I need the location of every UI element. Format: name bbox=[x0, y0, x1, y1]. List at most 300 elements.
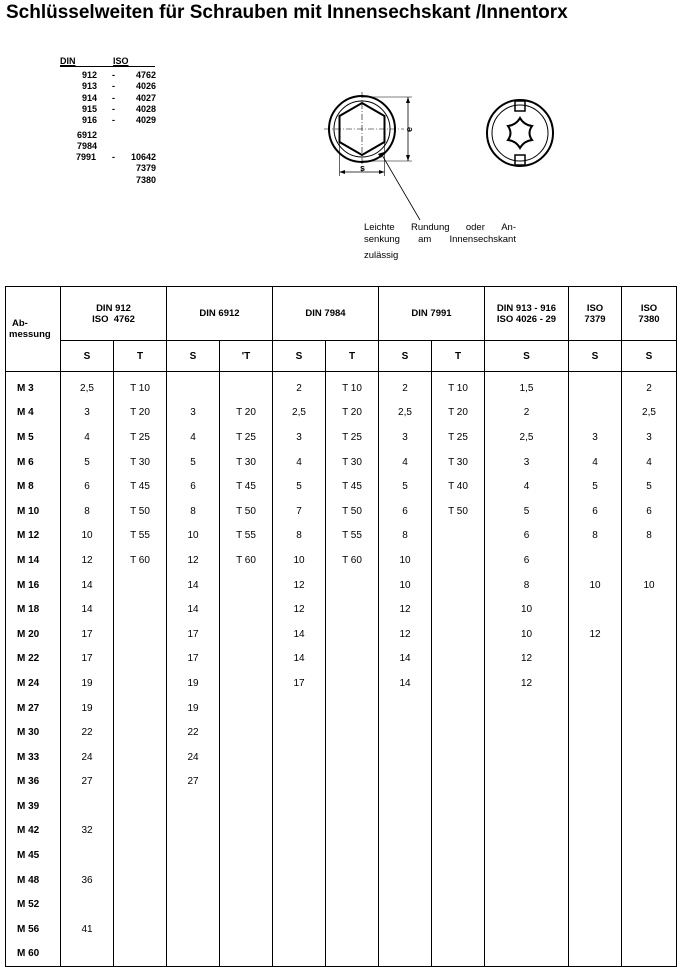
table-row bbox=[6, 647, 677, 672]
sub-header: T bbox=[114, 341, 167, 372]
note-word: senkung bbox=[364, 234, 400, 245]
table-cell: 17 bbox=[167, 647, 220, 672]
din-iso-row bbox=[60, 130, 160, 141]
size-label: M 48 bbox=[6, 868, 61, 893]
table-cell: 8 bbox=[379, 524, 432, 549]
table-cell bbox=[622, 794, 677, 819]
table-cell: 2,5 bbox=[622, 401, 677, 426]
table-row bbox=[6, 745, 677, 770]
din-iso-separator: - bbox=[112, 103, 115, 114]
sub-header: S bbox=[273, 341, 326, 372]
size-label: M 39 bbox=[6, 794, 61, 819]
table-cell bbox=[114, 720, 167, 745]
table-row bbox=[6, 450, 677, 475]
table-cell bbox=[485, 696, 569, 721]
table-cell bbox=[114, 917, 167, 942]
size-label: M 12 bbox=[6, 524, 61, 549]
note-word: An- bbox=[501, 222, 516, 233]
group-header-line1: DIN 7991 bbox=[411, 308, 452, 319]
table-cell bbox=[220, 622, 273, 647]
table-cell bbox=[432, 942, 485, 967]
group-header-line2: ISO 4762 bbox=[92, 313, 135, 325]
table-cell bbox=[220, 745, 273, 770]
table-cell: 3 bbox=[379, 425, 432, 450]
table-cell bbox=[326, 597, 379, 622]
size-label: M 18 bbox=[6, 597, 61, 622]
group-header-line1: DIN 7984 bbox=[305, 308, 346, 319]
group-header-line2: 7380 bbox=[638, 313, 660, 325]
table-row bbox=[6, 868, 677, 893]
table-cell bbox=[273, 843, 326, 868]
table-cell: 12 bbox=[167, 548, 220, 573]
size-label: M 60 bbox=[6, 942, 61, 967]
group-header-line1: DIN 912 bbox=[96, 302, 131, 314]
table-cell bbox=[379, 843, 432, 868]
table-cell: T 45 bbox=[220, 474, 273, 499]
table-cell bbox=[569, 548, 622, 573]
size-label: M 4 bbox=[6, 401, 61, 426]
group-header bbox=[569, 287, 622, 341]
group-header bbox=[379, 287, 485, 341]
table-cell: 12 bbox=[273, 597, 326, 622]
table-cell: 3 bbox=[167, 401, 220, 426]
table-cell: 8 bbox=[167, 499, 220, 524]
table-cell bbox=[114, 942, 167, 967]
table-cell bbox=[569, 647, 622, 672]
table-cell bbox=[432, 868, 485, 893]
table-cell bbox=[167, 892, 220, 917]
size-label: M 5 bbox=[6, 425, 61, 450]
sub-header: S bbox=[61, 341, 114, 372]
table-cell: T 45 bbox=[326, 474, 379, 499]
table-cell bbox=[622, 745, 677, 770]
hex-socket-icon bbox=[324, 92, 420, 220]
table-cell: T 30 bbox=[326, 450, 379, 475]
table-cell bbox=[114, 892, 167, 917]
table-row bbox=[6, 819, 677, 844]
table-cell bbox=[326, 942, 379, 967]
table-cell bbox=[220, 770, 273, 795]
list-divider bbox=[60, 66, 155, 67]
table-cell bbox=[220, 892, 273, 917]
group-header-line1: DIN 6912 bbox=[199, 308, 240, 319]
table-cell: 36 bbox=[61, 868, 114, 893]
table-cell bbox=[432, 745, 485, 770]
table-cell bbox=[569, 942, 622, 967]
table-cell bbox=[326, 671, 379, 696]
table-cell bbox=[432, 548, 485, 573]
table-cell: 10 bbox=[485, 622, 569, 647]
table-row bbox=[6, 499, 677, 524]
note-word: Leichte bbox=[364, 222, 395, 233]
table-cell bbox=[220, 819, 273, 844]
table-cell: 8 bbox=[273, 524, 326, 549]
table-row bbox=[6, 597, 677, 622]
table-cell bbox=[432, 524, 485, 549]
table-cell bbox=[379, 794, 432, 819]
table-cell: 4 bbox=[569, 450, 622, 475]
size-label: M 45 bbox=[6, 843, 61, 868]
din-iso-separator: - bbox=[112, 115, 115, 126]
diagram-svg bbox=[320, 92, 570, 222]
table-cell: 3 bbox=[61, 401, 114, 426]
table-cell bbox=[326, 647, 379, 672]
table-cell: T 55 bbox=[114, 524, 167, 549]
table-cell: 14 bbox=[379, 671, 432, 696]
table-cell: 12 bbox=[61, 548, 114, 573]
size-label: M 8 bbox=[6, 474, 61, 499]
table-cell bbox=[622, 819, 677, 844]
size-label: M 33 bbox=[6, 745, 61, 770]
abmessung-header bbox=[6, 287, 61, 372]
table-cell bbox=[379, 720, 432, 745]
table-cell: 14 bbox=[61, 597, 114, 622]
size-label: M 14 bbox=[6, 548, 61, 573]
table-cell bbox=[379, 770, 432, 795]
table-cell bbox=[485, 917, 569, 942]
table-cell: 19 bbox=[167, 671, 220, 696]
table-row bbox=[6, 794, 677, 819]
table-cell: T 60 bbox=[220, 548, 273, 573]
din-number: 916 bbox=[82, 115, 98, 126]
group-header bbox=[273, 287, 379, 341]
table-cell bbox=[569, 917, 622, 942]
sub-header: T bbox=[432, 341, 485, 372]
table-cell: 2 bbox=[622, 372, 677, 401]
din-number: 7991 bbox=[76, 152, 97, 163]
group-header-line2: 7379 bbox=[584, 313, 606, 325]
table-cell: 17 bbox=[167, 622, 220, 647]
table-cell: 10 bbox=[167, 524, 220, 549]
table-row bbox=[6, 942, 677, 967]
table-cell: 3 bbox=[569, 425, 622, 450]
table-cell bbox=[432, 622, 485, 647]
table-cell bbox=[432, 819, 485, 844]
note-line-2 bbox=[364, 234, 516, 246]
din-iso-separator: - bbox=[112, 81, 115, 92]
table-cell bbox=[569, 843, 622, 868]
table-cell bbox=[114, 843, 167, 868]
table-cell bbox=[326, 622, 379, 647]
table-cell bbox=[485, 794, 569, 819]
iso-number: 10642 bbox=[130, 152, 156, 163]
table-cell bbox=[326, 868, 379, 893]
table-cell bbox=[114, 770, 167, 795]
din-number: 914 bbox=[82, 92, 98, 103]
table-cell: 2,5 bbox=[379, 401, 432, 426]
sub-header: S bbox=[622, 341, 677, 372]
table-cell bbox=[114, 696, 167, 721]
table-row bbox=[6, 843, 677, 868]
table-cell: 2,5 bbox=[273, 401, 326, 426]
table-cell: 3 bbox=[273, 425, 326, 450]
table-cell bbox=[569, 770, 622, 795]
table-cell: T 50 bbox=[326, 499, 379, 524]
table-row bbox=[6, 892, 677, 917]
table-cell bbox=[485, 819, 569, 844]
table-cell bbox=[167, 942, 220, 967]
table-cell bbox=[569, 868, 622, 893]
din-iso-row bbox=[60, 93, 160, 104]
table-cell: 12 bbox=[273, 573, 326, 598]
table-cell bbox=[622, 647, 677, 672]
table-cell bbox=[220, 597, 273, 622]
table-cell: 6 bbox=[485, 524, 569, 549]
table-cell: 5 bbox=[61, 450, 114, 475]
table-cell: 12 bbox=[379, 622, 432, 647]
table-cell bbox=[485, 942, 569, 967]
table-cell bbox=[326, 819, 379, 844]
group-header-line2: ISO 4026 - 29 bbox=[496, 313, 557, 325]
table-cell: 14 bbox=[273, 622, 326, 647]
note-word: oder bbox=[465, 222, 485, 233]
table-cell: 32 bbox=[61, 819, 114, 844]
table-cell: 10 bbox=[379, 548, 432, 573]
table-cell bbox=[379, 696, 432, 721]
table-cell: 17 bbox=[61, 622, 114, 647]
table-cell bbox=[379, 868, 432, 893]
table-cell: 2,5 bbox=[485, 425, 569, 450]
table-cell bbox=[114, 573, 167, 598]
note-word: Innensechskant bbox=[449, 234, 516, 245]
table-cell bbox=[432, 573, 485, 598]
table-cell: 8 bbox=[485, 573, 569, 598]
table-cell bbox=[379, 942, 432, 967]
sub-header: T bbox=[326, 341, 379, 372]
note-text bbox=[364, 222, 516, 262]
table-cell bbox=[432, 720, 485, 745]
table-cell bbox=[432, 696, 485, 721]
table-cell bbox=[326, 720, 379, 745]
group-header bbox=[485, 287, 569, 341]
table-cell: 10 bbox=[379, 573, 432, 598]
iso-number: 7380 bbox=[135, 174, 156, 185]
table-cell bbox=[220, 372, 273, 401]
table-cell bbox=[432, 770, 485, 795]
din-number: 6912 bbox=[77, 129, 98, 140]
table-cell bbox=[326, 794, 379, 819]
table-cell: T 30 bbox=[114, 450, 167, 475]
size-label: M 16 bbox=[6, 573, 61, 598]
table-cell bbox=[167, 794, 220, 819]
group-header bbox=[167, 287, 273, 341]
table-cell bbox=[622, 597, 677, 622]
table-row bbox=[6, 372, 677, 401]
table-cell: 10 bbox=[61, 524, 114, 549]
table-cell bbox=[220, 843, 273, 868]
table-cell bbox=[273, 794, 326, 819]
iso-number: 7379 bbox=[135, 163, 156, 174]
table-cell bbox=[379, 745, 432, 770]
table-cell: 2 bbox=[379, 372, 432, 401]
table-row bbox=[6, 548, 677, 573]
table-cell: 10 bbox=[622, 573, 677, 598]
table-cell bbox=[167, 372, 220, 401]
table-cell bbox=[273, 917, 326, 942]
table-cell bbox=[167, 843, 220, 868]
wrench-size-table bbox=[5, 286, 677, 967]
table-cell: T 50 bbox=[432, 499, 485, 524]
table-cell bbox=[432, 843, 485, 868]
table-cell bbox=[379, 892, 432, 917]
table-cell bbox=[569, 401, 622, 426]
table-cell: T 10 bbox=[432, 372, 485, 401]
table-cell bbox=[569, 745, 622, 770]
table-cell bbox=[485, 843, 569, 868]
table-cell: 41 bbox=[61, 917, 114, 942]
table-cell bbox=[622, 843, 677, 868]
iso-header: ISO bbox=[113, 56, 129, 66]
size-label: M 10 bbox=[6, 499, 61, 524]
table-cell bbox=[622, 942, 677, 967]
table-row bbox=[6, 671, 677, 696]
table-cell: 10 bbox=[273, 548, 326, 573]
table-cell bbox=[622, 770, 677, 795]
table-cell bbox=[485, 720, 569, 745]
table-cell bbox=[432, 794, 485, 819]
table-cell: 2 bbox=[273, 372, 326, 401]
table-cell: 14 bbox=[167, 573, 220, 598]
iso-number: 4029 bbox=[135, 115, 156, 126]
table-cell bbox=[485, 770, 569, 795]
table-cell: 12 bbox=[485, 671, 569, 696]
sub-header: S bbox=[379, 341, 432, 372]
iso-number: 4026 bbox=[135, 81, 156, 92]
table-cell: 8 bbox=[61, 499, 114, 524]
table-cell: T 50 bbox=[220, 499, 273, 524]
note-line-3: zulässig bbox=[364, 250, 399, 261]
table-cell bbox=[326, 770, 379, 795]
table-cell: 12 bbox=[485, 647, 569, 672]
table-cell bbox=[326, 696, 379, 721]
table-cell: T 10 bbox=[326, 372, 379, 401]
table-cell bbox=[622, 548, 677, 573]
table-cell bbox=[273, 720, 326, 745]
table-cell bbox=[61, 942, 114, 967]
table-cell bbox=[432, 892, 485, 917]
table-cell: 4 bbox=[273, 450, 326, 475]
sub-header: 'T bbox=[220, 341, 273, 372]
table-cell bbox=[569, 597, 622, 622]
table-cell bbox=[326, 892, 379, 917]
table-cell: 27 bbox=[167, 770, 220, 795]
table-cell: 14 bbox=[379, 647, 432, 672]
table-cell bbox=[114, 597, 167, 622]
table-cell bbox=[326, 745, 379, 770]
group-header-line1: ISO bbox=[586, 302, 604, 314]
din-iso-row bbox=[60, 104, 160, 115]
table-cell: 4 bbox=[379, 450, 432, 475]
table-cell: 6 bbox=[622, 499, 677, 524]
sub-header: S bbox=[167, 341, 220, 372]
table-row bbox=[6, 524, 677, 549]
group-header-line1: ISO bbox=[640, 302, 658, 314]
abmessung-line1: Ab- bbox=[12, 318, 28, 329]
table-cell: T 60 bbox=[326, 548, 379, 573]
table-cell bbox=[326, 573, 379, 598]
iso-number: 4028 bbox=[135, 103, 156, 114]
table-cell: 12 bbox=[569, 622, 622, 647]
table-cell bbox=[167, 917, 220, 942]
size-label: M 42 bbox=[6, 819, 61, 844]
table-cell: T 50 bbox=[114, 499, 167, 524]
table-cell: 3 bbox=[622, 425, 677, 450]
table-cell: 7 bbox=[273, 499, 326, 524]
abmessung-line2: messung bbox=[9, 329, 51, 340]
table-cell: 24 bbox=[167, 745, 220, 770]
size-label: M 22 bbox=[6, 647, 61, 672]
table-row bbox=[6, 474, 677, 499]
table-cell: T 20 bbox=[326, 401, 379, 426]
table-cell bbox=[569, 671, 622, 696]
table-cell bbox=[61, 892, 114, 917]
table-cell: 17 bbox=[273, 671, 326, 696]
din-iso-separator: - bbox=[112, 70, 115, 80]
table-cell: T 25 bbox=[326, 425, 379, 450]
table-cell bbox=[569, 794, 622, 819]
table-row bbox=[6, 770, 677, 795]
table-row bbox=[6, 401, 677, 426]
table-cell bbox=[114, 819, 167, 844]
table-cell bbox=[220, 671, 273, 696]
din-number: 913 bbox=[82, 81, 98, 92]
size-label: M 56 bbox=[6, 917, 61, 942]
table-cell: T 30 bbox=[220, 450, 273, 475]
size-label: M 20 bbox=[6, 622, 61, 647]
page-title: Schlüsselweiten für Schrauben mit Innensechskant /Innentorx bbox=[6, 2, 568, 23]
table-cell bbox=[273, 942, 326, 967]
table-cell bbox=[622, 671, 677, 696]
table-cell: 1,5 bbox=[485, 372, 569, 401]
table-cell bbox=[569, 892, 622, 917]
table-cell: 8 bbox=[569, 524, 622, 549]
table-cell bbox=[326, 917, 379, 942]
table-cell bbox=[622, 892, 677, 917]
table-cell: 6 bbox=[167, 474, 220, 499]
table-cell: 5 bbox=[167, 450, 220, 475]
table-cell: 4 bbox=[622, 450, 677, 475]
din-header: DIN bbox=[60, 56, 76, 66]
table-cell: T 45 bbox=[114, 474, 167, 499]
table-cell: 5 bbox=[569, 474, 622, 499]
table-cell bbox=[220, 573, 273, 598]
din-iso-row bbox=[60, 115, 160, 126]
table-cell: 24 bbox=[61, 745, 114, 770]
din-number: 912 bbox=[82, 70, 98, 80]
table-cell: 8 bbox=[622, 524, 677, 549]
table-cell: 27 bbox=[61, 770, 114, 795]
din-iso-row bbox=[60, 141, 160, 152]
note-word: Rundung bbox=[410, 222, 450, 233]
table-cell: T 10 bbox=[114, 372, 167, 401]
group-header-line1: DIN 913 - 916 bbox=[496, 302, 557, 314]
table-cell bbox=[432, 671, 485, 696]
table-cell bbox=[273, 868, 326, 893]
table-cell: 10 bbox=[485, 597, 569, 622]
table-cell bbox=[326, 843, 379, 868]
table-cell bbox=[622, 622, 677, 647]
table-row bbox=[6, 573, 677, 598]
table-cell bbox=[114, 622, 167, 647]
hex-torx-diagram bbox=[320, 92, 570, 227]
table-cell bbox=[485, 892, 569, 917]
table-cell: T 40 bbox=[432, 474, 485, 499]
table-cell: 2,5 bbox=[61, 372, 114, 401]
size-label: M 52 bbox=[6, 892, 61, 917]
table-cell bbox=[485, 868, 569, 893]
din-iso-list bbox=[60, 56, 160, 206]
table-cell bbox=[273, 696, 326, 721]
